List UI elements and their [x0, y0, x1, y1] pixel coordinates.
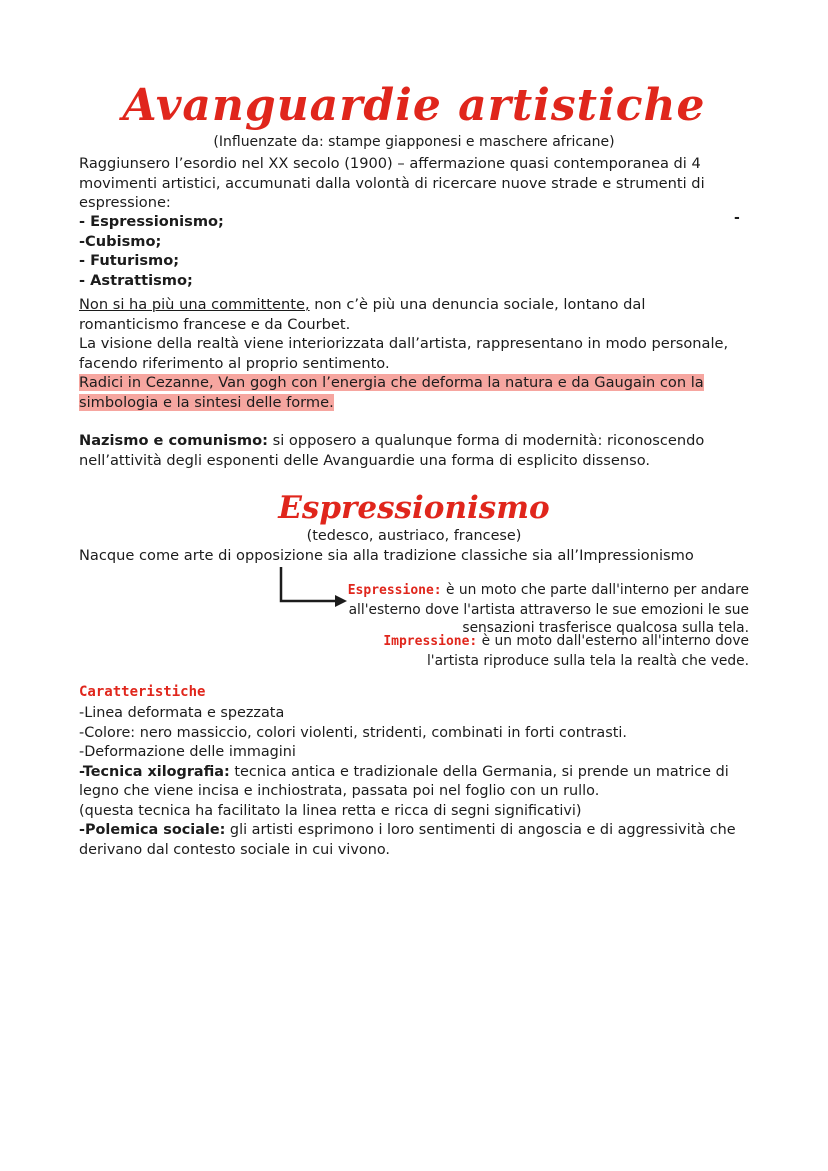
nazismo-text: si opposero a qualunque forma di modernità: riconoscendo nell’attività degli esponenti delle Avanguardie una forma di esplicito dissenso. [79, 432, 705, 469]
caratteristiche-heading: Caratteristiche [79, 684, 206, 700]
committente-paragraph [79, 295, 749, 334]
movement-item: - Astrattismo; [79, 271, 193, 289]
stray-dash: - [734, 210, 740, 226]
features-list [79, 704, 759, 860]
feature-item: -Linea deformata e spezzata [79, 705, 285, 721]
committente-underlined: Non si ha più una committente, [79, 296, 310, 313]
arrow-right-icon [279, 567, 349, 607]
movement-item: -Cubismo; [79, 232, 162, 250]
main-subtitle: (Influenzate da: stampe giapponesi e maschere africane) [213, 134, 615, 150]
section-intro: Nacque come arte di opposizione sia alla tradizione classiche sia all’Impressionismo [79, 547, 694, 564]
tecnica-label: -Tecnica xilografia: [79, 763, 230, 780]
impressione-term: Impressione: [383, 634, 478, 649]
intro-paragraph: Raggiunsero l’esordio nel XX secolo (1900) – affermazione quasi contemporanea di 4 movimenti artistici, accumunati dalla volontà di ricercare nuove strade e strumenti di espressione: [79, 155, 705, 211]
tecnica-text: tecnica antica e tradizionale della Germania, si prende un matrice di legno che viene incisa e inchiostrata, passata poi nel foglio con un rullo. [79, 763, 729, 799]
impressione-definition [340, 632, 749, 670]
section-subtitle: (tedesco, austriaco, francese) [306, 528, 522, 544]
section-title: Espressionismo [278, 490, 550, 526]
polemica-label: -Polemica sociale: [79, 822, 226, 838]
movement-item: - Futurismo; [79, 252, 180, 269]
visione-paragraph: La visione della realtà viene interiorizzata dall’artista, rappresentano in modo personale, facendo riferimento al proprio sentimento. [79, 335, 729, 372]
espressione-text: è un moto che parte dall'interno per andare all'esterno dove l'artista attraverso le sue emozioni le sue sensazioni trasferisce qualcosa sulla tela. [348, 582, 749, 636]
impressione-text: è un moto dall'esterno all'interno dove l'artista riproduce sulla tela la realtà che vede. [426, 633, 749, 669]
movement-item: - Espressionismo; [79, 213, 224, 230]
radici-paragraph [79, 373, 719, 412]
radici-highlight: Radici in Cezanne, Van gogh con l’energia che deforma la natura e da Gaugain con la simbologia e la sintesi delle forme. [79, 374, 704, 411]
espressione-term: Espressione: [347, 583, 442, 598]
feature-item [79, 821, 759, 860]
espressione-definition [340, 581, 749, 638]
main-title: Avanguardie artistiche [122, 80, 706, 131]
movements-list [79, 212, 224, 290]
feature-item: -Deformazione delle immagini [79, 744, 296, 760]
feature-item [79, 763, 759, 802]
polemica-text: gli artisti esprimono i loro sentimenti di angoscia e di aggressività che derivano dal contesto sociale in cui vivono. [79, 822, 736, 858]
feature-note: (questa tecnica ha facilitato la linea retta e ricca di segni significativi) [79, 802, 582, 819]
nazismo-paragraph [79, 431, 749, 470]
committente-rest: non c’è più una denuncia sociale, lontano dal romanticismo francese e da Courbet. [79, 296, 646, 333]
nazismo-label: Nazismo e comunismo: [79, 432, 268, 449]
feature-item: -Colore: nero massiccio, colori violenti, stridenti, combinati in forti contrasti. [79, 724, 627, 741]
